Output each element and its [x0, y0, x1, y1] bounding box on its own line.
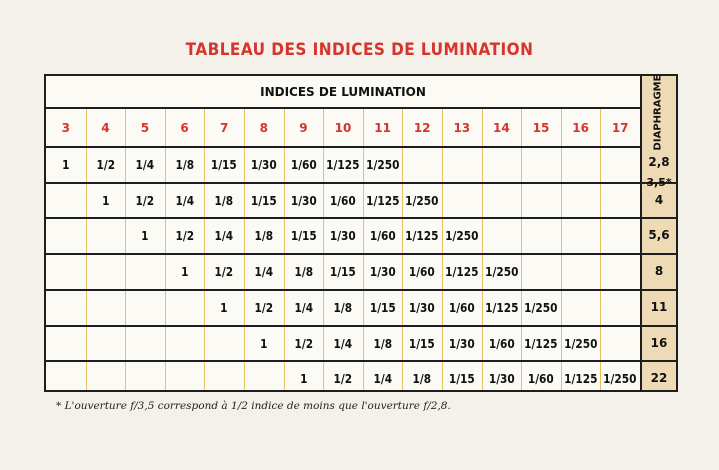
column-divider [125, 109, 126, 390]
exposure-cell: 1/250 [365, 158, 400, 172]
exposure-cell: 1/125 [484, 300, 519, 315]
aperture-value: 4 [654, 192, 664, 207]
exposure-cell: 1/2 [294, 336, 313, 351]
column-divider [86, 109, 87, 390]
aperture-column-header [640, 76, 676, 148]
index-header: 11 [374, 121, 391, 135]
aperture-value: 22 [650, 371, 668, 386]
exposure-cell: 1/4 [373, 372, 392, 387]
column-divider [402, 109, 403, 390]
exposure-cell: 1/30 [250, 158, 277, 172]
exposure-cell: 1/4 [294, 300, 313, 315]
exposure-cell: 1/15 [448, 372, 475, 387]
footnote: * L'ouverture f/3,5 correspond à 1/2 indice de moins que l'ouverture f/2,8. [56, 400, 451, 412]
exposure-cell: 1 [260, 336, 268, 351]
aperture-header-label: DIAPHRAGME [652, 74, 664, 150]
exposure-cell: 1/8 [373, 336, 392, 351]
exposure-cell: 1/2 [254, 300, 274, 315]
exposure-cell: 1/4 [254, 265, 274, 280]
aperture-value: 11 [650, 299, 668, 314]
exposure-cell: 1/60 [488, 336, 515, 351]
column-divider [561, 109, 562, 390]
exposure-cell: 1/8 [412, 372, 432, 387]
index-header: 4 [101, 121, 110, 135]
index-header: 5 [140, 121, 150, 135]
exposure-cell: 1/15 [211, 158, 238, 172]
aperture-value: 5,6 [648, 228, 670, 243]
exposure-cell: 1/8 [294, 265, 313, 280]
index-header: 15 [532, 121, 550, 135]
column-divider [165, 109, 166, 390]
index-header: 6 [180, 121, 189, 135]
exposure-cell: 1/2 [214, 265, 234, 280]
exposure-cell: 1/15 [330, 265, 356, 280]
exposure-cell: 1 [299, 372, 308, 387]
exposure-cell: 1/250 [445, 229, 479, 244]
exposure-cell: 1/250 [524, 300, 558, 315]
exposure-cell: 1/60 [409, 265, 436, 280]
column-divider [482, 109, 483, 390]
exposure-cell: 1/250 [484, 265, 519, 280]
aperture-value: 8 [654, 264, 664, 279]
column-divider [244, 109, 245, 390]
index-header: 9 [299, 121, 308, 135]
exposure-cell: 1/60 [528, 372, 554, 387]
exposure-cell: 1/60 [330, 193, 356, 208]
exposure-cell: 1/125 [445, 265, 479, 280]
exposure-cell: 1/8 [175, 158, 194, 172]
column-divider [284, 109, 285, 390]
exposure-cell: 1/125 [326, 158, 360, 172]
lumination-table [44, 74, 678, 392]
exposure-cell: 1/250 [405, 193, 439, 208]
column-divider [323, 109, 324, 390]
column-divider [442, 109, 443, 390]
exposure-cell: 1/4 [333, 336, 353, 351]
column-divider [363, 109, 364, 390]
exposure-cell: 1/60 [448, 300, 475, 315]
exposure-cell: 1/15 [250, 193, 277, 208]
index-header: 7 [220, 121, 229, 135]
exposure-cell: 1/2 [333, 372, 353, 387]
exposure-cell: 1/15 [290, 229, 317, 244]
index-header: 3 [61, 121, 70, 135]
column-divider [204, 109, 205, 390]
index-header: 14 [493, 121, 510, 135]
exposure-cell: 1 [220, 300, 228, 315]
exposure-cell: 1/125 [405, 229, 439, 244]
aperture-sub-value: 3,5* [646, 175, 672, 189]
exposure-cell: 1/30 [290, 193, 317, 208]
page-title: TABLEAU DES INDICES DE LUMINATION [185, 40, 534, 60]
exposure-cell: 1 [101, 193, 110, 208]
exposure-cell: 1/30 [369, 265, 396, 280]
exposure-cell: 1 [62, 158, 70, 172]
exposure-cell: 1/4 [175, 193, 194, 208]
exposure-cell: 1/30 [488, 372, 515, 387]
exposure-cell: 1/60 [290, 158, 317, 172]
index-header: 10 [334, 121, 352, 135]
index-header: 12 [413, 121, 431, 135]
exposure-cell: 1/4 [135, 158, 155, 172]
aperture-value: 2,8 [648, 155, 670, 169]
exposure-cell: 1/125 [365, 193, 400, 208]
exposure-cell: 1/60 [369, 229, 396, 244]
exposure-cell: 1/125 [524, 336, 558, 351]
exposure-cell: 1/15 [409, 336, 436, 351]
column-divider [521, 109, 522, 390]
index-header: 13 [453, 121, 471, 135]
column-divider [600, 109, 601, 390]
exposure-cell: 1/4 [214, 229, 234, 244]
exposure-cell: 1/15 [369, 300, 396, 315]
row-divider [46, 289, 676, 291]
index-header: 8 [259, 121, 268, 135]
aperture-value: 16 [650, 335, 668, 350]
exposure-cell: 1/30 [409, 300, 436, 315]
exposure-cell: 1/2 [96, 158, 115, 172]
exposure-cell: 1/8 [214, 193, 234, 208]
table-header: INDICES DE LUMINATION [46, 76, 640, 109]
exposure-cell: 1/30 [448, 336, 475, 351]
exposure-cell: 1 [141, 229, 149, 244]
exposure-cell: 1/250 [603, 372, 637, 387]
exposure-cell: 1/8 [254, 229, 274, 244]
index-header: 17 [611, 121, 629, 135]
exposure-cell: 1/125 [563, 372, 598, 387]
exposure-cell: 1/2 [135, 193, 155, 208]
exposure-cell: 1/30 [330, 229, 356, 244]
index-header: 16 [572, 121, 589, 135]
exposure-cell: 1/8 [333, 300, 353, 315]
exposure-cell: 1/2 [175, 229, 194, 244]
exposure-cell: 1/250 [563, 336, 598, 351]
exposure-cell: 1 [180, 265, 189, 280]
